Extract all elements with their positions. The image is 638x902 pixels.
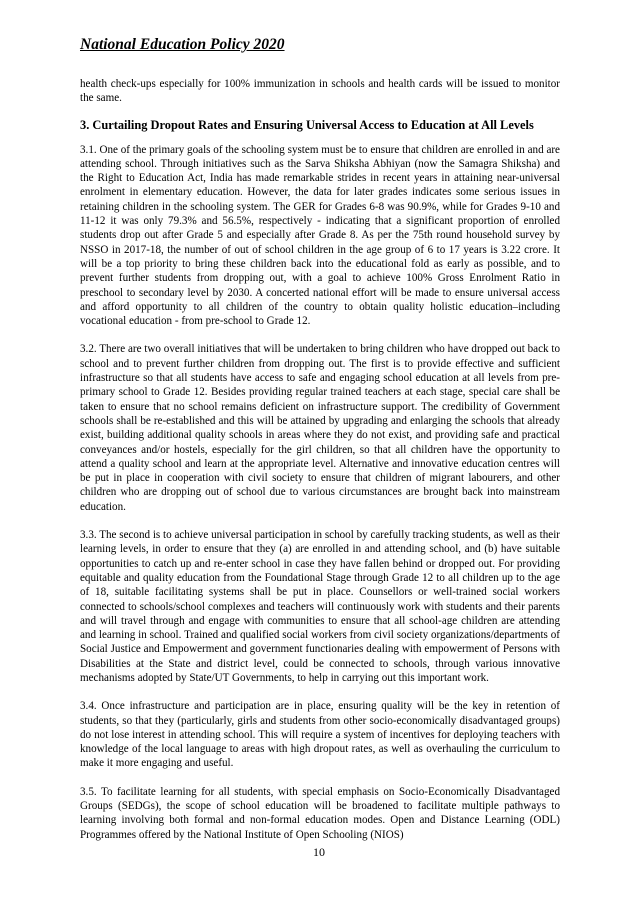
- page-number: 10: [313, 845, 325, 859]
- page-header-title: National Education Policy 2020: [80, 36, 285, 53]
- paragraph-3-2: 3.2. There are two overall initiatives that will be undertaken to bring children who have dropped out back to school and to prevent further children from dropping out. The first is to provide effective and sufficient infrastructure so that all students have access to safe and engaging school education at all levels from pre-primary school to Grade 12. Besides providing regular trained teachers at each stage, special care shall be taken to ensure that no school remains deficient on infrastructure support. The credibility of Government schools shall be re-established and this will be attained by upgrading and enlarging the schools that already exist, building additional quality schools in areas where they do not exist, and providing safe and practical conveyances and/or hostels, especially for the girl children, so that all children have the opportunity to attend a quality school and learn at the appropriate level. Alternative and innovative education centres will be put in place in cooperation with civil society to ensure that children of migrant labourers, and other children who are dropping out of school due to various circumstances are brought back into mainstream education.: [80, 343, 560, 513]
- paragraph-3-3: 3.3. The second is to achieve universal participation in school by carefully tracking students, as well as their learning levels, in order to ensure that they (a) are enrolled in and attending school, and (b) have suitable opportunities to catch up and re-enter school in case they have fallen behind or dropped out. For providing equitable and quality education from the Foundational Stage through Grade 12 to all children up to the age of 18, suitable facilitating systems shall be put in place. Counsellors or well-trained social workers connected to schools/school complexes and teachers will continuously work with students and their parents and will travel through and engage with communities to ensure that all school-age children are attending and learning in school. Trained and qualified social workers from civil society organizations/departments of Social Justice and Empowerment and government functionaries dealing with empowerment of Persons with Disabilities at the State and district level, could be connected to schools, through various innovative mechanisms adopted by State/UT Governments, to help in carrying out this important work.: [80, 529, 560, 684]
- paragraph-3-1: 3.1. One of the primary goals of the schooling system must be to ensure that children are enrolled in and are attending school. Through initiatives such as the Sarva Shiksha Abhiyan (now the Samagra Shiksha) and the Right to Education Act, India has made remarkable strides in recent years in attaining near-universal enrolment in elementary education. However, the data for later grades indicates some serious issues in retaining children in the schooling system. The GER for Grades 6-8 was 90.9%, while for Grades 9-10 and 11-12 it was only 79.3% and 56.5%, respectively - indicating that a significant proportion of enrolled students drop out after Grade 5 and especially after Grade 8. As per the 75th round household survey by NSSO in 2017-18, the number of out of school children in the age group of 6 to 17 years is 3.22 crore. It will be a top priority to bring these children back into the educational fold as early as possible, and to prevent further students from dropping out, with a goal to achieve 100% Gross Enrolment Ratio in preschool to secondary level by 2030. A concerted national effort will be made to ensure universal access and afford opportunity to all children of the country to obtain quality holistic education–including vocational education - from pre-school to Grade 12.: [80, 143, 560, 328]
- section-heading: 3. Curtailing Dropout Rates and Ensuring Universal Access to Education at All Levels: [80, 117, 534, 132]
- intro-paragraph: health check-ups especially for 100% immunization in schools and health cards will be issued to monitor the same.: [80, 78, 560, 105]
- document-body: [80, 77, 560, 856]
- paragraph-3-4: 3.4. Once infrastructure and participation are in place, ensuring quality will be the key in retention of students, so that they (particularly, girls and students from other socio-economically disadvantaged groups) do not lose interest in attending school. This will require a system of incentives for deploying teachers with knowledge of the local language to areas with high dropout rates, as well as overhauling the curriculum to make it more engaging and useful.: [80, 700, 560, 770]
- paragraph-3-5: 3.5. To facilitate learning for all students, with special emphasis on Socio-Economically Disadvantaged Groups (SEDGs), the scope of school education will be broadened to facilitate multiple pathways to learning involving both formal and non-formal education modes. Open and Distance Learning (ODL) Programmes offered by the National Institute of Open Schooling (NIOS): [80, 785, 560, 841]
